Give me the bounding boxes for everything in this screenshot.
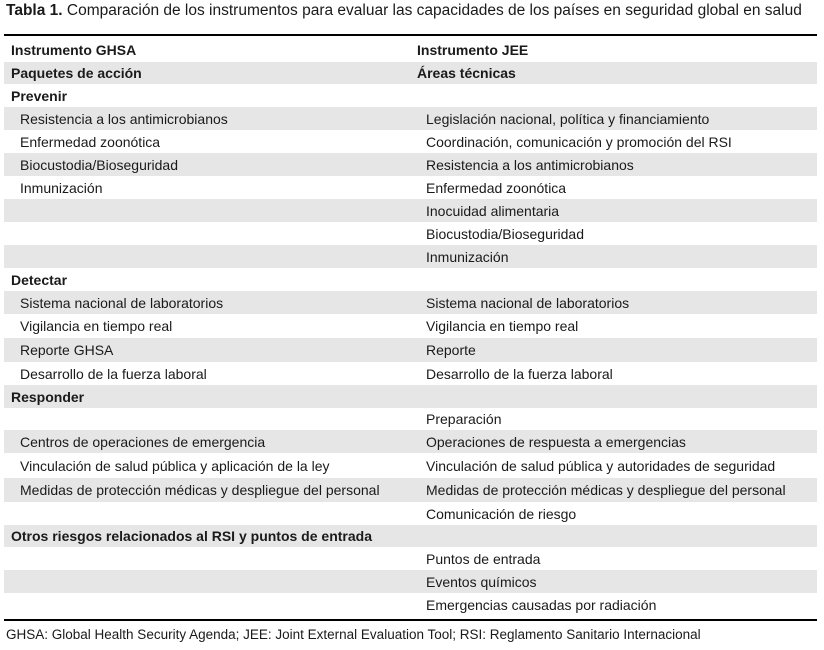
ghsa-cell: Otros riesgos relacionados al RSI y puntos de entrada <box>11 528 372 544</box>
ghsa-cell: Sistema nacional de laboratorios <box>20 294 224 311</box>
jee-cell: Biocustodia/Bioseguridad <box>426 225 584 242</box>
ghsa-cell: Paquetes de acción <box>11 65 142 81</box>
jee-cell: Inocuidad alimentaria <box>426 202 560 219</box>
jee-cell: Instrumento JEE <box>417 42 529 58</box>
jee-cell: Puntos de entrada <box>426 550 541 567</box>
jee-cell: Coordinación, comunicación y promoción del RSI <box>426 133 732 150</box>
jee-cell: Inmunización <box>426 248 509 265</box>
ghsa-cell: Responder <box>11 388 85 405</box>
table-footnote: GHSA: Global Health Security Agenda; JEE: Joint External Evaluation Tool; RSI: Reglamento Sanitario Internacional <box>6 627 701 642</box>
bottom-rule <box>4 619 817 621</box>
ghsa-cell <box>11 408 20 430</box>
table-row <box>4 570 817 593</box>
jee-cell: Vigilancia en tiempo real <box>426 318 579 334</box>
ghsa-cell: Vinculación de salud pública y aplicación de la ley <box>20 457 330 474</box>
jee-cell: Legislación nacional, política y financiamiento <box>426 110 710 127</box>
jee-cell: Preparación <box>426 411 502 427</box>
ghsa-cell: Reporte GHSA <box>20 342 114 358</box>
ghsa-cell: Prevenir <box>11 87 68 104</box>
table-row <box>4 107 817 130</box>
jee-cell: Operaciones de respuesta a emergencias <box>426 433 686 450</box>
ghsa-cell <box>11 222 20 245</box>
table-row <box>4 291 817 314</box>
jee-cell: Sistema nacional de laboratorios <box>426 294 630 311</box>
ghsa-cell: Centros de operaciones de emergencia <box>20 433 266 450</box>
jee-cell: Vinculación de salud pública y autoridades de seguridad <box>426 457 776 474</box>
ghsa-cell: Resistencia a los antimicrobianos <box>20 110 228 127</box>
table-row <box>4 176 817 199</box>
top-rule <box>4 34 817 36</box>
table-row <box>4 453 817 478</box>
caption-label: Tabla 1. <box>6 2 63 19</box>
table-section-row <box>4 525 817 547</box>
table-row <box>4 130 817 153</box>
ghsa-cell <box>11 502 20 525</box>
table-header-row <box>4 38 817 62</box>
jee-cell: Áreas técnicas <box>417 65 516 81</box>
table-row <box>4 314 817 338</box>
caption-text: Comparación de los instrumentos para evaluar las capacidades de los países en seguridad global en salud <box>62 2 802 19</box>
table-row <box>4 362 817 385</box>
ghsa-cell: Enfermedad zoonótica <box>20 133 161 150</box>
jee-cell: Medidas de protección médicas y despliegue del personal <box>426 482 786 498</box>
table-row <box>4 338 817 362</box>
table-section-row <box>4 268 817 291</box>
ghsa-cell <box>11 593 20 616</box>
jee-cell: Enfermedad zoonótica <box>426 179 567 196</box>
table-row <box>4 199 817 222</box>
ghsa-cell: Desarrollo de la fuerza laboral <box>20 365 207 382</box>
table-row <box>4 478 817 502</box>
table-row <box>4 593 817 616</box>
ghsa-cell <box>11 570 20 593</box>
table-row <box>4 502 817 525</box>
ghsa-cell <box>11 547 20 570</box>
table-row <box>4 430 817 453</box>
table-section-row <box>4 385 817 408</box>
ghsa-cell <box>11 245 20 268</box>
table-row <box>4 408 817 430</box>
table-row <box>4 547 817 570</box>
table-header-row <box>4 62 817 84</box>
jee-cell: Emergencias causadas por radiación <box>426 596 657 613</box>
ghsa-cell: Inmunización <box>20 179 103 196</box>
table-caption <box>6 2 802 20</box>
jee-cell: Eventos químicos <box>426 573 537 590</box>
ghsa-cell: Detectar <box>11 271 68 288</box>
comparison-table <box>4 38 817 616</box>
jee-cell: Resistencia a los antimicrobianos <box>426 156 634 173</box>
jee-cell: Comunicación de riesgo <box>426 505 577 522</box>
ghsa-cell: Vigilancia en tiempo real <box>20 318 173 334</box>
table-row <box>4 245 817 268</box>
ghsa-cell <box>11 199 20 222</box>
jee-cell: Desarrollo de la fuerza laboral <box>426 365 613 382</box>
jee-cell: Reporte <box>426 342 476 358</box>
ghsa-cell: Instrumento GHSA <box>11 42 137 58</box>
table-row <box>4 222 817 245</box>
ghsa-cell: Medidas de protección médicas y despliegue del personal <box>20 482 380 498</box>
ghsa-cell: Biocustodia/Bioseguridad <box>20 156 178 173</box>
table-section-row <box>4 84 817 107</box>
table-row <box>4 153 817 176</box>
